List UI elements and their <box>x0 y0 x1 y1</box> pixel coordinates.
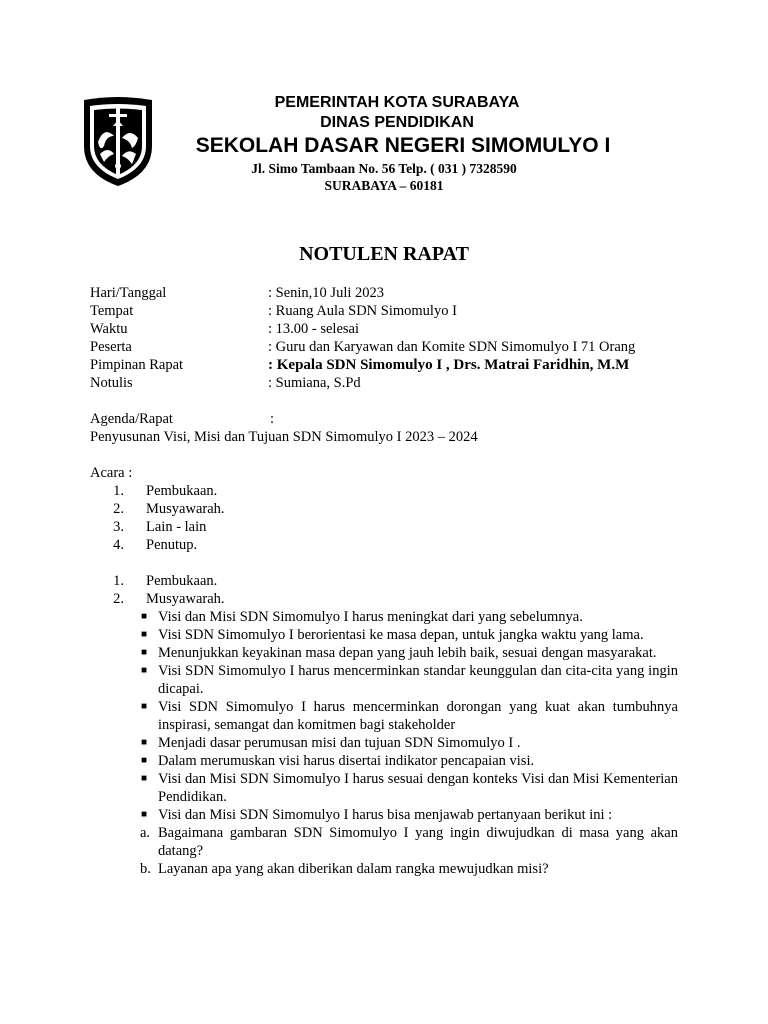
bullet-square-icon: ■ <box>141 809 148 820</box>
detail-value: : Ruang Aula SDN Simomulyo I <box>268 303 457 319</box>
bullet-text: Visi SDN Simomulyo I harus mencerminkan standar keunggulan dan cita-cita yang ingin dicapai. <box>158 663 678 697</box>
bullet-item <box>141 608 678 626</box>
agenda-label: Agenda/Rapat <box>90 411 173 427</box>
bullet-square-icon: ■ <box>141 737 148 748</box>
list-number: 4. <box>113 537 124 553</box>
question-text: Layanan apa yang akan diberikan dalam rangka mewujudkan misi? <box>158 861 549 877</box>
detail-row-participants <box>90 338 635 356</box>
bullet-item <box>141 644 678 662</box>
agenda-text: Penyusunan Visi, Misi dan Tujuan SDN Simomulyo I 2023 – 2024 <box>90 429 478 445</box>
detail-value: : Sumiana, S.Pd <box>268 375 361 391</box>
bullet-square-icon: ■ <box>141 773 148 784</box>
detail-value: : Kepala SDN Simomulyo I , Drs. Matrai Faridhin, M.M <box>268 357 630 373</box>
list-text: Lain - lain <box>146 519 207 535</box>
detail-label: Waktu <box>90 321 128 337</box>
bullet-text: Visi SDN Simomulyo I berorientasi ke masa depan, untuk jangka waktu yang lama. <box>158 627 644 643</box>
bullet-square-icon: ■ <box>141 647 148 658</box>
question-item <box>140 860 678 878</box>
bullet-item <box>141 770 678 806</box>
list-text: Musyawarah. <box>146 501 225 517</box>
detail-value: : 13.00 - selesai <box>268 321 360 337</box>
bullet-item <box>141 698 678 734</box>
question-text: Bagaimana gambaran SDN Simomulyo I yang ingin diwujudkan di masa yang akan datang? <box>158 825 678 859</box>
question-item <box>140 824 678 860</box>
bullet-item <box>141 752 678 770</box>
detail-row-date <box>90 284 384 302</box>
detail-value: : Guru dan Karyawan dan Komite SDN Simomulyo I 71 Orang <box>268 339 636 355</box>
bullet-square-icon: ■ <box>141 755 148 766</box>
bullet-square-icon: ■ <box>141 629 148 640</box>
letterhead-government: PEMERINTAH KOTA SURABAYA <box>274 94 520 111</box>
list-number: 3. <box>113 519 124 535</box>
detail-row-chair <box>90 356 629 374</box>
bullet-text: Visi dan Misi SDN Simomulyo I harus bisa menjawab pertanyaan berikut ini : <box>158 807 613 823</box>
question-letter: a. <box>140 825 151 841</box>
detail-label: Peserta <box>90 339 132 355</box>
question-letter: b. <box>140 861 151 877</box>
letterhead-address: Jl. Simo Tambaan No. 56 Telp. ( 031 ) 7328590 <box>251 161 517 176</box>
agenda-label-row <box>90 410 274 428</box>
letterhead-city: SURABAYA – 60181 <box>324 178 444 193</box>
bullet-item <box>141 734 678 752</box>
detail-label: Pimpinan Rapat <box>90 357 184 373</box>
list-number: 2. <box>113 501 124 517</box>
bullet-text: Dalam merumuskan visi harus disertai indikator pencapaian visi. <box>158 753 535 769</box>
bullet-item <box>141 662 678 698</box>
letterhead-school-name: SEKOLAH DASAR NEGERI SIMOMULYO I <box>195 134 611 157</box>
list-text: Pembukaan. <box>146 573 218 589</box>
detail-label: Hari/Tanggal <box>90 285 167 301</box>
detail-row-place <box>90 302 457 320</box>
detail-row-time <box>90 320 359 338</box>
bullet-text: Menjadi dasar perumusan misi dan tujuan SDN Simomulyo I . <box>158 735 521 751</box>
list-number: 1. <box>113 483 124 499</box>
detail-label: Tempat <box>90 303 134 319</box>
bullet-square-icon: ■ <box>141 611 148 622</box>
letterhead-department: DINAS PENDIDIKAN <box>320 114 474 131</box>
bullet-item <box>141 806 678 824</box>
bullet-square-icon: ■ <box>141 701 148 712</box>
bullet-text: Menunjukkan keyakinan masa depan yang jauh lebih baik, sesuai dengan masyarakat. <box>158 645 657 661</box>
bullet-text: Visi dan Misi SDN Simomulyo I harus meningkat dari yang sebelumnya. <box>158 609 583 625</box>
list-text: Musyawarah. <box>146 591 225 607</box>
detail-label: Notulis <box>90 375 133 391</box>
list-number: 1. <box>113 573 124 589</box>
list-text: Penutup. <box>146 537 198 553</box>
acara-label: Acara : <box>90 465 133 481</box>
list-text: Pembukaan. <box>146 483 218 499</box>
bullet-text: Visi dan Misi SDN Simomulyo I harus sesuai dengan konteks Visi dan Misi Kementerian Pendidikan. <box>158 771 678 805</box>
bullet-square-icon: ■ <box>141 665 148 676</box>
detail-row-notetaker <box>90 374 361 392</box>
list-number: 2. <box>113 591 124 607</box>
bullet-item <box>141 626 678 644</box>
bullet-text: Visi SDN Simomulyo I harus mencerminkan dorongan yang kuat akan tumbuhnya inspirasi, semangat dan komitmen bagi stakeholder <box>158 699 678 733</box>
agenda-colon: : <box>270 411 275 427</box>
document-title: NOTULEN RAPAT <box>299 243 469 265</box>
detail-value: : Senin,10 Juli 2023 <box>268 285 385 301</box>
